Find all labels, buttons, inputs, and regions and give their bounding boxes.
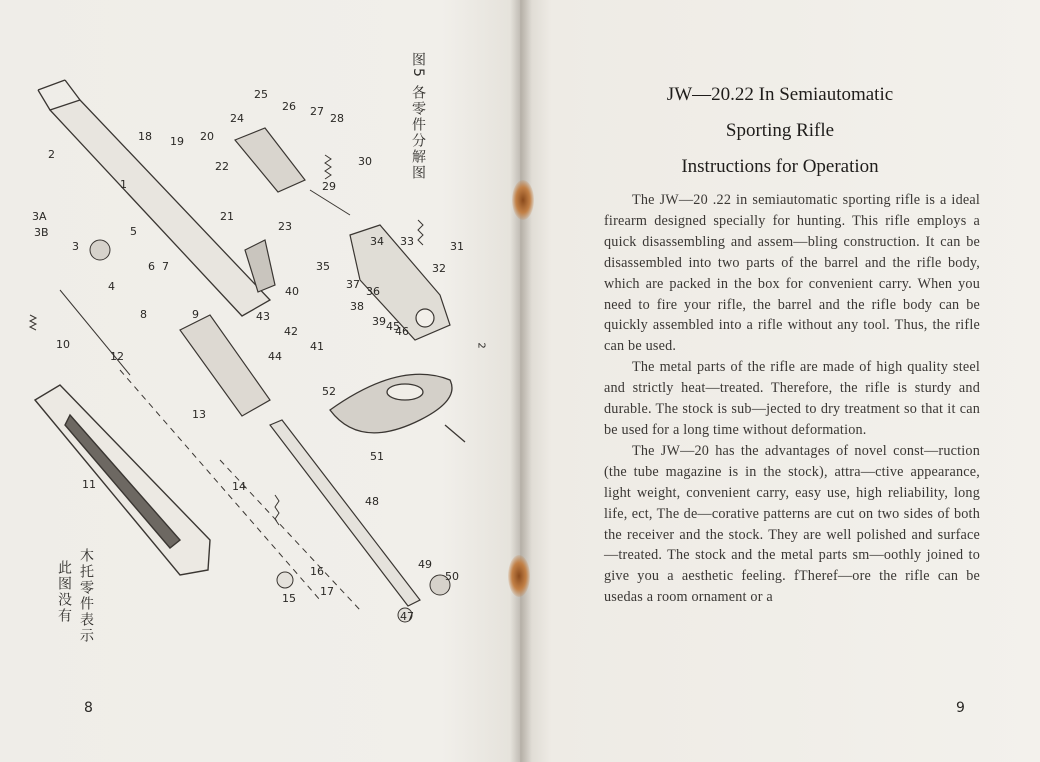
part-label: 45 xyxy=(386,320,400,333)
part-label: 35 xyxy=(316,260,330,273)
barrel-tube xyxy=(180,315,420,606)
part-label: 32 xyxy=(432,262,446,275)
part-label: 22 xyxy=(215,160,229,173)
part-label: 27 xyxy=(310,105,324,118)
part-label: 37 xyxy=(346,278,360,291)
part-label: 1 xyxy=(120,178,127,191)
figure-note-line1: 此图没有 xyxy=(56,560,72,624)
part-label: 10 xyxy=(56,338,70,351)
part-label: 44 xyxy=(268,350,282,363)
paragraph: The metal parts of the rifle are made of high quality steel and strictly heat—treated. Therefore, the rifle is sturdy and durable. The stock is sub—jected to dry treatment so that it can be used for a long time without deformation. xyxy=(604,359,980,438)
part-label: 6 xyxy=(148,260,155,273)
side-number: 2 xyxy=(475,342,487,349)
part-label: 24 xyxy=(230,112,244,125)
part-label: 4 xyxy=(108,280,115,293)
part-label: 18 xyxy=(138,130,152,143)
part-label: 28 xyxy=(330,112,344,125)
part-label: 34 xyxy=(370,235,384,248)
rust-stain xyxy=(512,180,534,220)
part-label: 38 xyxy=(350,300,364,313)
figure-note-line2: 木托零件表示 xyxy=(78,548,94,644)
buttplate xyxy=(330,374,465,442)
part-label: 31 xyxy=(450,240,464,253)
part-label: 21 xyxy=(220,210,234,223)
part-label: 42 xyxy=(284,325,298,338)
part-label: 11 xyxy=(82,478,96,491)
part-label: 13 xyxy=(192,408,206,421)
part-label: 7 xyxy=(162,260,169,273)
paragraph: The JW—20 has the advantages of novel const—ruction (the tube magazine is in the stock), attra—ctive appearance, light weight, convenient carry, easy use, high reliability, long life, ect, The de—corative patterns are cut on two sides of both the receiver and the stock. They are well polished and surface—treated. The stock and the metal parts sm—oothly joined to give you a aesthetic feeling. fTheref—ore the rifle can be usedas a room ornament or a xyxy=(604,442,980,606)
part-label: 16 xyxy=(310,565,324,578)
title-line-2: Sporting Rifle xyxy=(725,120,835,141)
part-label: 25 xyxy=(254,88,268,101)
part-label: 3A xyxy=(32,210,47,223)
part-label: 33 xyxy=(400,235,414,248)
part-label: 43 xyxy=(256,310,270,323)
part-label: 3B xyxy=(34,226,49,239)
part-number-labels xyxy=(32,88,464,623)
part-label: 36 xyxy=(366,285,380,298)
part-label: 49 xyxy=(418,558,432,571)
part-label: 3 xyxy=(72,240,79,253)
part-label: 14 xyxy=(232,480,246,493)
part-label: 8 xyxy=(140,308,147,321)
part-label: 46 xyxy=(395,325,409,338)
title-line-3: Instructions for Operation xyxy=(681,156,879,177)
part-label: 9 xyxy=(192,308,199,321)
part-label: 26 xyxy=(282,100,296,113)
rust-stain xyxy=(508,555,530,597)
part-label: 15 xyxy=(282,592,296,605)
part-label: 47 xyxy=(400,610,414,623)
part-label: 2 xyxy=(48,148,55,161)
part-label: 12 xyxy=(110,350,124,363)
part-label: 41 xyxy=(310,340,324,353)
part-label: 17 xyxy=(320,585,334,598)
part-label: 20 xyxy=(200,130,214,143)
part-label: 50 xyxy=(445,570,459,583)
part-label: 39 xyxy=(372,315,386,328)
paragraph: The JW—20 .22 in semiautomatic sporting rifle is a ideal firearm designed specially for hunting. This rifle employs a quick disassembling and assem—bling construction. It can be disassembled into two parts of the barrel and the rifle body, which are packed in the box for convenient carry. When you need to fire your rifle, the barrel and the rifle body can be quickly assembled into a rifle without any tool. Thus, the rifle can be used. xyxy=(604,192,980,355)
title-line-1: JW—20.22 In Semiautomatic xyxy=(666,84,894,105)
part-label: 48 xyxy=(365,495,379,508)
part-label: 23 xyxy=(278,220,292,233)
page-number-right: 9 xyxy=(956,700,965,716)
part-label: 5 xyxy=(130,225,137,238)
body-text xyxy=(604,190,980,608)
part-label: 51 xyxy=(370,450,384,463)
part-label: 19 xyxy=(170,135,184,148)
page-number-left: 8 xyxy=(84,700,93,716)
stock-forend xyxy=(35,385,210,575)
figure-caption: 图5 各零件分解图 xyxy=(410,52,426,182)
part-label: 40 xyxy=(285,285,299,298)
bolt-assembly xyxy=(235,128,305,292)
part-label: 30 xyxy=(358,155,372,168)
part-label: 29 xyxy=(322,180,336,193)
part-label: 52 xyxy=(322,385,336,398)
book-gutter xyxy=(510,0,532,762)
